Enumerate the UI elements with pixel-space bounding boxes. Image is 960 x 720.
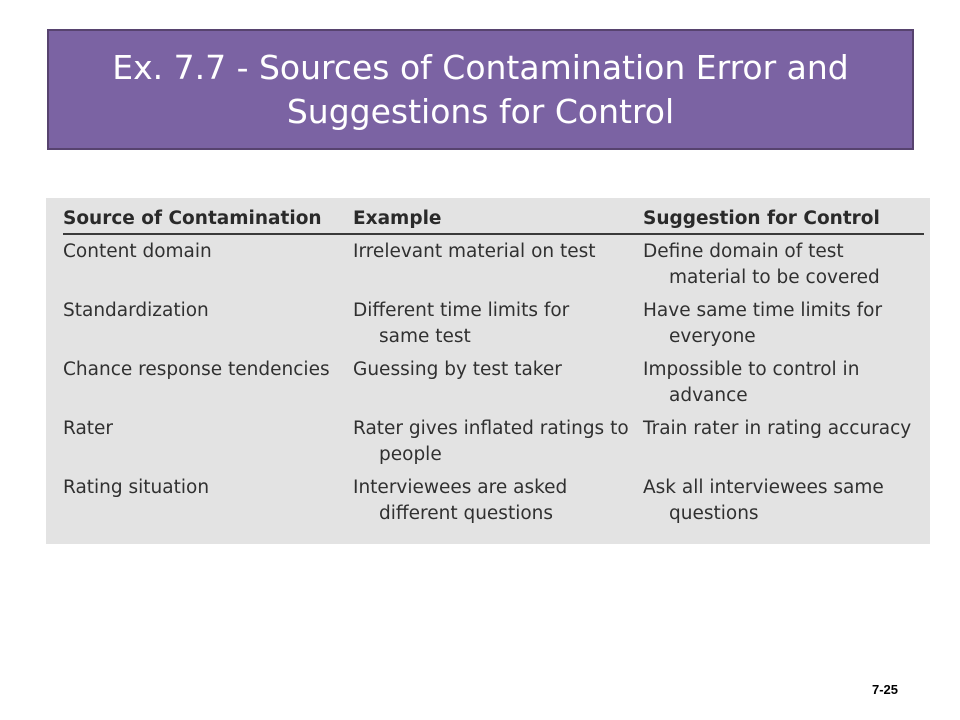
cell-example [353,298,643,350]
cell-example-line1: Rater gives inflated ratings to [353,418,629,439]
cell-example-line1: Different time limits for [353,300,570,321]
cell-example [353,416,643,468]
cell-example-line2: same test [379,326,471,347]
cell-control-line1: Have same time limits for [643,300,883,321]
cell-control [643,357,924,409]
cell-control-line1: Impossible to control in [643,359,860,380]
cell-example [353,475,643,527]
cell-example-line1: Irrelevant material on test [353,241,596,262]
cell-control [643,416,924,468]
cell-example [353,357,643,409]
table-header-row [63,206,924,235]
cell-control-line2: material to be covered [669,267,880,288]
slide-title-banner [47,29,914,150]
cell-control [643,475,924,527]
cell-control [643,298,924,350]
contamination-table-image [46,198,930,544]
cell-example-line1: Guessing by test taker [353,359,562,380]
slide-page-number: 7-25 [872,682,899,697]
header-example: Example [353,208,442,229]
cell-control [643,239,924,291]
cell-example-line1: Interviewees are asked [353,477,568,498]
header-source: Source of Contamination [63,208,322,229]
cell-control-line1: Train rater in rating accuracy [643,418,912,439]
table-row [63,298,924,350]
table-row [63,239,924,291]
cell-control-line2: everyone [669,326,756,347]
cell-control-line1: Define domain of test [643,241,844,262]
cell-source: Standardization [63,300,209,321]
cell-control-line1: Ask all interviewees same [643,477,884,498]
cell-example-line2: different questions [379,503,554,524]
cell-example-line2: people [379,444,442,465]
table-row [63,357,924,409]
header-control: Suggestion for Control [643,208,880,229]
cell-source: Rating situation [63,477,210,498]
cell-example [353,239,643,291]
cell-control-line2: questions [669,503,759,524]
cell-control-line2: advance [669,385,748,406]
table-row [63,475,924,527]
contamination-table [63,206,924,527]
slide-title-line-1: Ex. 7.7 - Sources of Contamination Error and [112,47,849,87]
cell-source: Content domain [63,241,212,262]
table-row [63,416,924,468]
slide-title-line-2: Suggestions for Control [286,91,675,131]
cell-source: Rater [63,418,114,439]
cell-source: Chance response tendencies [63,359,330,380]
